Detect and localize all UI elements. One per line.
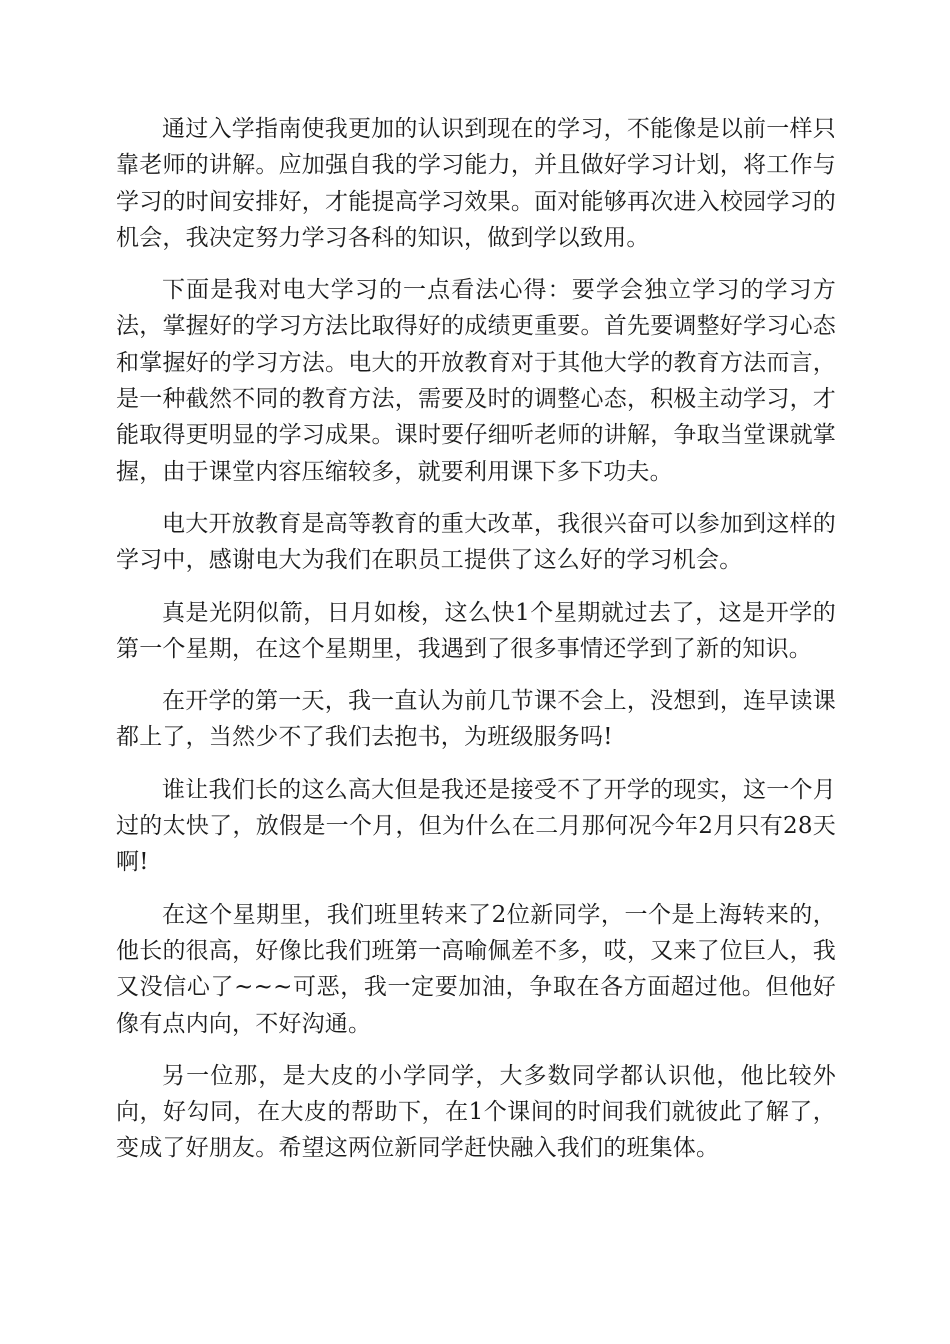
paragraph-5: 在开学的第一天，我一直认为前几节课不会上，没想到，连早读课都上了，当然少不了我们去抱书，为班级服务吗! xyxy=(116,688,836,751)
paragraph-8: 另一位那，是大皮的小学同学，大多数同学都认识他，他比较外向，好勾同，在大皮的帮助下，在1个课间的时间我们就彼此了解了，变成了好朋友。希望这两位新同学赶快融入我们的班集体。 xyxy=(116,1062,836,1162)
paragraph-6: 谁让我们长的这么高大但是我还是接受不了开学的现实，这一个月过的太快了，放假是一个月，但为什么在二月那何况今年2月只有28天啊! xyxy=(116,776,836,876)
paragraph-7: 在这个星期里，我们班里转来了2位新同学，一个是上海转来的，他长的很高，好像比我们班第一高喻佩差不多，哎，又来了位巨人，我又没信心了~~~可恶，我一定要加油，争取在各方面超过他。但他好像有点内向，不好沟通。 xyxy=(116,901,836,1037)
paragraph-1: 通过入学指南使我更加的认识到现在的学习，不能像是以前一样只靠老师的讲解。应加强自我的学习能力，并且做好学习计划，将工作与学习的时间安排好，才能提高学习效果。面对能够再次进入校园学习的机会，我决定努力学习各科的知识，做到学以致用。 xyxy=(116,116,836,251)
paragraph-3: 电大开放教育是高等教育的重大改革，我很兴奋可以参加到这样的学习中，感谢电大为我们在职员工提供了这么好的学习机会。 xyxy=(116,510,836,574)
paragraph-4: 真是光阴似箭，日月如梭，这么快1个星期就过去了，这是开学的第一个星期，在这个星期里，我遇到了很多事情还学到了新的知识。 xyxy=(116,599,836,662)
paragraph-2: 下面是我对电大学习的一点看法心得：要学会独立学习的学习方法，掌握好的学习方法比取得好的成绩更重要。首先要调整好学习心态和掌握好的学习方法。电大的开放教育对于其他大学的教育方法而言，是一种截然不同的教育方法，需要及时的调整心态，积极主动学习，才能取得更明显的学习成果。课时要仔细听老师的讲解，争取当堂课就掌握，由于课堂内容压缩较多，就要利用课下多下功夫。 xyxy=(116,277,836,485)
document-body xyxy=(116,111,836,1183)
